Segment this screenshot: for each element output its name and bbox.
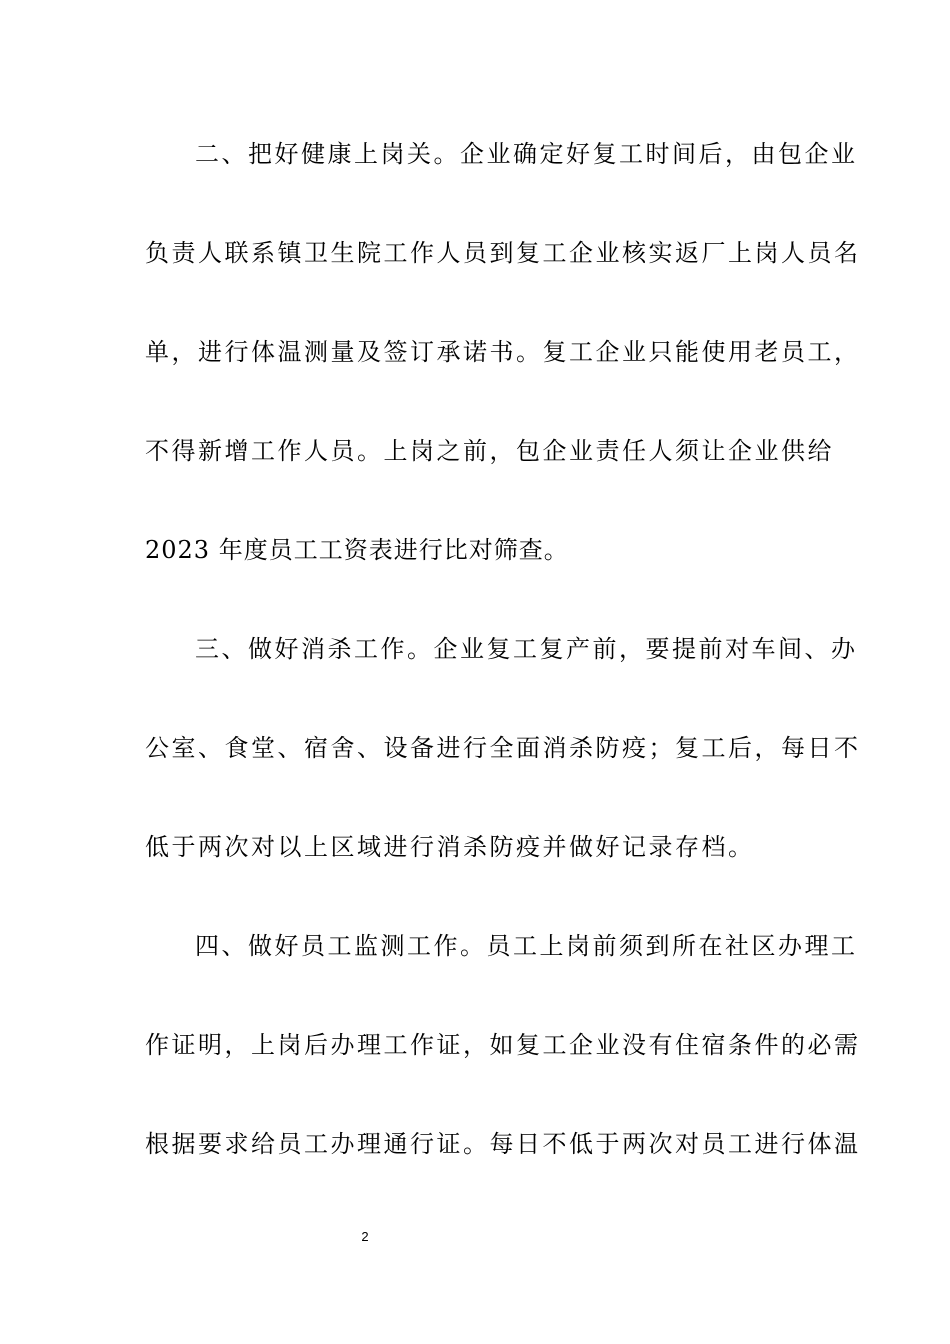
page-number: 2 bbox=[361, 1229, 369, 1244]
paragraph-2-line-1: 二、把好健康上岗关。企业确定好复工时间后，由包企业 bbox=[195, 140, 858, 168]
paragraph-3-line-1: 三、做好消杀工作。企业复工复产前，要提前对车间、办 bbox=[195, 635, 858, 663]
paragraph-4-line-3: 根据要求给员工办理通行证。每日不低于两次对员工进行体温 bbox=[145, 1130, 861, 1158]
paragraph-2-line-5: 2023 年度员工工资表进行比对筛查。 bbox=[145, 536, 569, 564]
paragraph-4-line-1: 四、做好员工监测工作。员工上岗前须到所在社区办理工 bbox=[195, 932, 858, 960]
paragraph-3-line-3: 低于两次对以上区域进行消杀防疫并做好记录存档。 bbox=[145, 833, 755, 861]
paragraph-2-line-3: 单，进行体温测量及签订承诺书。复工企业只能使用老员工， bbox=[145, 338, 861, 366]
paragraph-3-line-2: 公室、食堂、宿舍、设备进行全面消杀防疫；复工后，每日不 bbox=[145, 734, 861, 762]
paragraph-2-line-2: 负责人联系镇卫生院工作人员到复工企业核实返厂上岗人员名 bbox=[145, 239, 861, 267]
paragraph-4-line-2: 作证明，上岗后办理工作证，如复工企业没有住宿条件的必需 bbox=[145, 1031, 861, 1059]
paragraph-2-line-4: 不得新增工作人员。上岗之前，包企业责任人须让企业供给 bbox=[145, 437, 834, 465]
